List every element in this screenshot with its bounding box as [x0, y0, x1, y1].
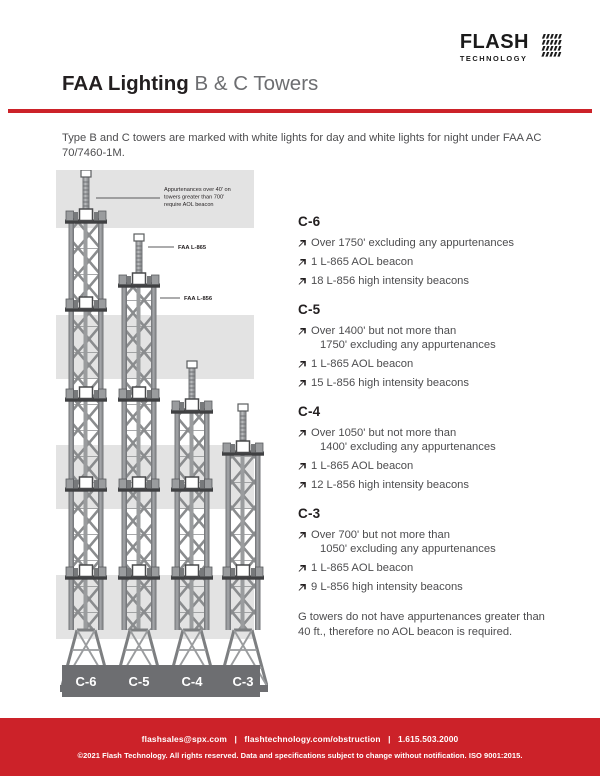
- arrow-bullet-icon: [298, 236, 311, 248]
- page-title-light: B & C Towers: [194, 72, 319, 95]
- spec-column: [298, 214, 568, 640]
- spec-item: [298, 324, 568, 352]
- spec-item-text: [311, 255, 568, 269]
- spec-line-1: 1 L-865 AOL beacon: [311, 562, 414, 574]
- tower-label-c6: C-6: [75, 674, 97, 689]
- arrow-bullet-icon: [298, 459, 311, 471]
- page-header: [0, 0, 600, 108]
- tower-label-c4: C-4: [181, 674, 203, 689]
- spec-group-c6: [298, 214, 568, 288]
- tower-label-c3: C-3: [232, 674, 254, 689]
- spec-item: [298, 357, 568, 371]
- spec-line-1: 12 L-856 high intensity beacons: [311, 479, 469, 491]
- spec-item: [298, 376, 568, 390]
- annotation-l865-text: FAA L-865: [178, 245, 207, 251]
- spec-line-1: Over 1050' but not more than: [311, 427, 457, 439]
- spec-group-c5: [298, 302, 568, 390]
- spec-line-1: 1 L-865 AOL beacon: [311, 460, 414, 472]
- spec-item-text: [311, 459, 568, 473]
- spec-group-c3: [298, 506, 568, 594]
- arrow-bullet-icon: [298, 376, 311, 388]
- footer-contact-line: [0, 718, 600, 744]
- tower-c4: [166, 361, 218, 692]
- logo-sub-text: TECHNOLOGY: [459, 54, 528, 63]
- spec-item-text: [311, 376, 568, 390]
- spec-line-1: Over 1750' excluding any appurtenances: [311, 237, 515, 249]
- arrow-bullet-icon: [298, 324, 311, 336]
- spec-group-c4: [298, 404, 568, 492]
- spec-item: [298, 561, 568, 575]
- g-tower-note: G towers do not have appurtenances greater than 40 ft., therefore no AOL beacon is required.: [298, 611, 545, 638]
- annotation-l856-text: FAA L-856: [184, 296, 213, 302]
- spec-line-1: 18 L-856 high intensity beacons: [311, 275, 469, 287]
- spec-item-text: [311, 478, 568, 492]
- spec-item: [298, 478, 568, 492]
- logo-wordmark: [460, 32, 529, 62]
- spec-line-2: 1400' excluding any appurtenances: [320, 441, 496, 453]
- annotation-l865: [148, 245, 207, 251]
- spec-item-text: [311, 426, 568, 454]
- spec-line-2: 1750' excluding any appurtenances: [320, 339, 496, 351]
- spec-line-1: Over 1400' but not more than: [311, 325, 457, 337]
- spec-item: [298, 426, 568, 454]
- spec-item-text: [311, 580, 568, 594]
- annotation-appurtenance-text: Appurtenances over 40' on towers greater than 700' require AOL beacon: [164, 187, 231, 208]
- spec-item: [298, 580, 568, 594]
- spec-item-text: [311, 274, 568, 288]
- brand-logo: [460, 32, 568, 62]
- arrow-bullet-icon: [298, 357, 311, 369]
- tower-diagram-svg: [56, 170, 268, 697]
- logo-brand-text: FLASH: [459, 31, 529, 53]
- spec-item: [298, 459, 568, 473]
- tower-label-c5: C-5: [128, 674, 150, 689]
- arrow-bullet-icon: [298, 478, 311, 490]
- footer-email[interactable]: flashsales@spx.com: [141, 734, 228, 744]
- tower-diagram: [56, 170, 268, 697]
- footer-legal-line: ©2021 Flash Technology. All rights reserved. Data and specifications subject to change without notification. ISO 9001:2015.: [77, 751, 523, 760]
- spec-item-text: [311, 528, 568, 556]
- spec-item-text: [311, 324, 568, 352]
- arrow-bullet-icon: [298, 426, 311, 438]
- spec-line-2: 1050' excluding any appurtenances: [320, 543, 496, 555]
- spec-line-1: 1 L-865 AOL beacon: [311, 256, 414, 268]
- spec-item-text: [311, 357, 568, 371]
- footer-phone[interactable]: 1.615.503.2000: [398, 734, 459, 744]
- tower-label-bar: [62, 665, 260, 697]
- page-title-bold: FAA Lighting: [62, 72, 189, 95]
- spec-line-1: 1 L-865 AOL beacon: [311, 358, 414, 370]
- page-title: [62, 74, 318, 95]
- spec-heading: C-5: [298, 302, 321, 317]
- spec-item: [298, 236, 568, 250]
- arrow-bullet-icon: [298, 274, 311, 286]
- arrow-bullet-icon: [298, 528, 311, 540]
- spec-heading: C-3: [298, 506, 321, 521]
- spec-item: [298, 255, 568, 269]
- annotation-l856: [160, 296, 213, 302]
- arrow-bullet-icon: [298, 561, 311, 573]
- spec-item: [298, 528, 568, 556]
- spec-item-text: [311, 236, 568, 250]
- spec-heading: C-6: [298, 214, 321, 229]
- spec-line-1: Over 700' but not more than: [311, 529, 450, 541]
- footer-separator-2: |: [388, 734, 391, 744]
- footer-separator-1: |: [234, 734, 237, 744]
- footer-website-link[interactable]: flashtechnology.com/obstruction: [244, 734, 381, 744]
- arrow-bullet-icon: [298, 580, 311, 592]
- header-red-rule: [8, 109, 592, 113]
- intro-paragraph: Type B and C towers are marked with white lights for day and white lights for night under FAA AC 70/7460-1M.: [62, 132, 542, 159]
- arrow-bullet-icon: [298, 255, 311, 267]
- spec-item: [298, 274, 568, 288]
- spec-line-1: 9 L-856 high intensity beacons: [311, 581, 463, 593]
- spec-line-1: 15 L-856 high intensity beacons: [311, 377, 469, 389]
- spec-item-text: [311, 561, 568, 575]
- spec-heading: C-4: [298, 404, 321, 419]
- page-footer: [0, 718, 600, 776]
- tower-c3: [217, 404, 268, 692]
- hatched-diagonal-logo-mark: [538, 33, 568, 61]
